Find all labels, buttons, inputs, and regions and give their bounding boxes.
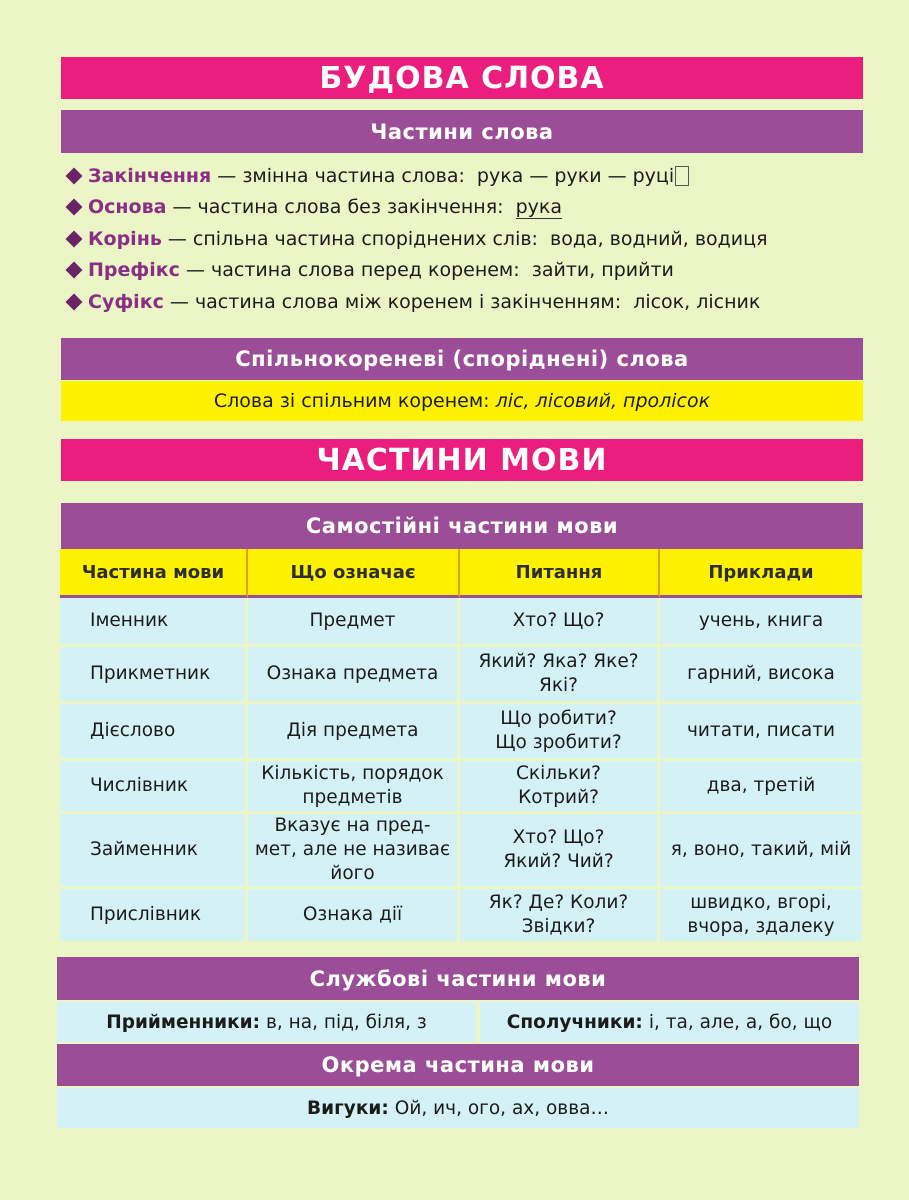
part-of-speech-cell: Прислівник <box>60 889 248 944</box>
table-row <box>60 814 862 889</box>
diamond-bullet-icon <box>66 293 83 310</box>
table-cell: Кількість, порядок предметів <box>248 761 460 814</box>
definition-item-root <box>64 223 864 255</box>
table-row <box>60 647 862 704</box>
part-of-speech-cell: Іменник <box>60 598 248 647</box>
diamond-bullet-icon <box>66 199 83 216</box>
subsection-title-text: Частини слова <box>370 119 554 144</box>
table-cell: Хто? Що? Який? Чий? <box>460 814 660 889</box>
column-header: Що означає <box>248 549 460 598</box>
subsection-title-text: Спільнокореневі (споріднені) слова <box>235 347 689 371</box>
subsection-title-separate <box>57 1044 859 1086</box>
table-cell: Який? Яка? Яке? Які? <box>460 647 660 704</box>
table-row <box>60 598 862 647</box>
definition-item-prefix <box>64 255 864 287</box>
prepositions-label: Прийменники: <box>106 1011 260 1033</box>
table-cell: Дія предмета <box>248 704 460 761</box>
table-row <box>60 704 862 761</box>
table-cell: Хто? Що? <box>460 598 660 647</box>
definition-example: рука — руки — руці <box>476 164 675 187</box>
definition-text: — частина слова без закінчення: <box>166 196 510 219</box>
table-cell: учень, книга <box>660 598 862 647</box>
section-title-word-structure <box>61 57 863 99</box>
diamond-bullet-icon <box>66 262 83 279</box>
definition-term: Основа <box>88 196 167 219</box>
definition-text: — спільна частина споріднених слів: <box>161 227 544 250</box>
definition-example: рука <box>515 195 563 218</box>
table-cell: гарний, висока <box>660 647 862 704</box>
diamond-bullet-icon <box>66 167 83 184</box>
conjunctions-label: Сполучники: <box>506 1011 643 1033</box>
section-title-text: БУДОВА СЛОВА <box>319 60 605 96</box>
part-of-speech-cell: Числівник <box>60 761 248 814</box>
ending-mark-icon <box>675 166 689 186</box>
column-header: Частина мови <box>60 549 248 598</box>
table-cell: Предмет <box>248 598 460 647</box>
definition-example: вода, водний, водиця <box>550 227 768 250</box>
table-cell: швидко, вгорі, вчора, здалеку <box>660 889 862 944</box>
subsection-title-text: Самостійні частини мови <box>305 514 619 538</box>
part-of-speech-cell: Прикметник <box>60 647 248 704</box>
conjunctions-box <box>480 1002 859 1042</box>
table-row <box>60 761 862 814</box>
part-of-speech-cell: Дієслово <box>60 704 248 761</box>
subsection-title-word-parts <box>61 110 863 153</box>
definition-item-stem <box>64 192 864 224</box>
interjections-box <box>57 1088 859 1128</box>
interjections-label: Вигуки: <box>307 1097 389 1119</box>
subsection-title-text: Службові частини мови <box>309 966 607 991</box>
cognates-label: Слова зі спільним коренем: <box>213 390 496 412</box>
conjunctions-values: і, та, але, а, бо, що <box>648 1011 833 1033</box>
definition-term: Корінь <box>88 227 162 250</box>
table-cell: Що робити? Що зробити? <box>460 704 660 761</box>
table-cell: Як? Де? Коли? Звідки? <box>460 889 660 944</box>
column-header: Питання <box>460 549 660 598</box>
table-cell: Скільки? Котрий? <box>460 761 660 814</box>
interjections-values: Ой, ич, ого, ах, овва… <box>394 1097 609 1119</box>
table-cell: Ознака дії <box>248 889 460 944</box>
prepositions-box <box>57 1002 476 1042</box>
subsection-title-service <box>57 957 859 1000</box>
subsection-title-independent <box>61 503 863 549</box>
definition-item-ending <box>64 160 864 192</box>
definition-term: Суфікс <box>88 290 164 313</box>
table-row <box>60 889 862 944</box>
definition-example: зайти, прийти <box>531 259 674 282</box>
cognates-examples: ліс, лісовий, пролісок <box>495 390 711 412</box>
table-cell: читати, писати <box>660 704 862 761</box>
cognates-example-bar <box>61 381 863 421</box>
column-header: Приклади <box>660 549 862 598</box>
definition-text: — частина слова перед коренем: <box>179 259 526 282</box>
table-cell: два, третій <box>660 761 862 814</box>
subsection-title-text: Окрема частина мови <box>321 1053 595 1077</box>
section-title-parts-of-speech <box>61 439 863 481</box>
part-of-speech-cell: Займенник <box>60 814 248 889</box>
definition-example: лісок, лісник <box>633 290 761 313</box>
table-cell: Вказує на пред- мет, але не називає його <box>248 814 460 889</box>
definition-text: — частина слова між коренем і закінченням: <box>163 290 628 313</box>
section-title-text: ЧАСТИНИ МОВИ <box>316 442 608 478</box>
definition-item-suffix <box>64 286 864 318</box>
definition-text: — змінна частина слова: <box>211 164 471 187</box>
table-cell: Ознака предмета <box>248 647 460 704</box>
definition-term: Префікс <box>88 259 180 282</box>
subsection-title-cognates <box>61 338 863 380</box>
prepositions-values: в, на, під, біля, з <box>266 1011 427 1033</box>
table-header-row <box>60 549 862 598</box>
definitions-list <box>64 160 864 318</box>
definition-term: Закінчення <box>88 164 212 187</box>
parts-of-speech-table <box>60 549 862 944</box>
diamond-bullet-icon <box>66 230 83 247</box>
table-cell: я, воно, такий, мій <box>660 814 862 889</box>
